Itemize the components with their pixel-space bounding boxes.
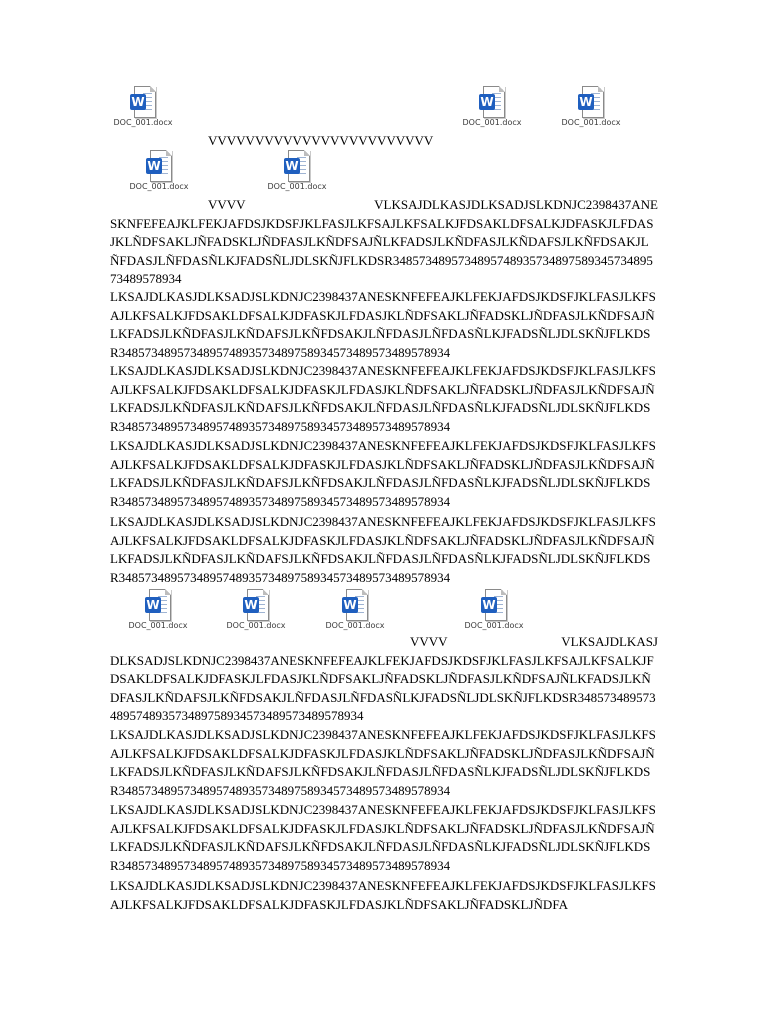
attachment-label: DOC_001.docx bbox=[325, 621, 385, 630]
vvvv-text: VVVV bbox=[410, 634, 448, 649]
word-document-icon: W bbox=[145, 589, 171, 620]
paragraph: LKSAJDLKASJDLKSADJSLKDNJC2398437ANESKNFEFEAJKLFEKJAFDSJKDSFJKLFASJLKFSAJLKFSALKJFDSAKLDFSALKJDFASKJLFDASJKLÑDFSAKLJÑFADSKLJÑDFASJLKÑDFSAJÑLKFADSJLKÑDFASJLKÑDAFSJLKÑFDSAKJLÑFDASJLÑFDASÑLKJFADSÑLJDLSKÑJFLKDSR348573489573489574893573489758934573489573489578934 bbox=[110, 438, 656, 509]
paragraph: LKSAJDLKASJDLKSADJSLKDNJC2398437ANESKNFEFEAJKLFEKJAFDSJKDSFJKLFASJLKFSAJLKFSALKJFDSAKLDFSALKJDFASKJLFDASJKLÑDFSAKLJÑFADSKLJÑDFA bbox=[110, 878, 656, 912]
attachment-file[interactable] bbox=[447, 86, 537, 127]
attachment-label: DOC_001.docx bbox=[267, 182, 327, 191]
attachment-label: DOC_001.docx bbox=[128, 621, 188, 630]
paragraph: LKSAJDLKASJDLKSADJSLKDNJC2398437ANESKNFEFEAJKLFEKJAFDSJKDSFJKLFASJLKFSAJLKFSALKJFDSAKLDFSALKJDFASKJLFDASJKLÑDFSAKLJÑFADSKLJÑDFASJLKÑDFSAJÑLKFADSJLKÑDFASJLKÑDAFSJLKÑFDSAKJLÑFDASJLÑFDASÑLKJFADSÑLJDLSKÑJFLKDSR348573489573489574893573489758934573489573489578934 bbox=[110, 289, 656, 360]
paragraph: DLKSADJSLKDNJC2398437ANESKNFEFEAJKLFEKJAFDSJKDSFJKLFASJLKFSAJLKFSALKJFDSAKLDFSALKJDFASKJLFDASJKLÑDFSAKLJÑFADSKLJÑDFASJLKÑDFSAJÑLKFADSJLKÑDFASJLKÑDAFSJLKÑFDSAKJLÑFDASJLÑFDASÑLKJFADSÑLJDLSKÑJFLKDSR348573489573489574893573489758934573489573489578934 bbox=[110, 652, 656, 724]
word-document-icon: W bbox=[481, 589, 507, 620]
attachment-file[interactable] bbox=[98, 86, 188, 127]
line-right-text: VLKSAJDLKASJ bbox=[561, 634, 658, 649]
line-right-text: VLKSAJDLKASJDLKSADJSLKDNJC2398437ANE bbox=[374, 197, 658, 212]
attachment-label: DOC_001.docx bbox=[113, 118, 173, 127]
paragraph: LKSAJDLKASJDLKSADJSLKDNJC2398437ANESKNFEFEAJKLFEKJAFDSJKDSFJKLFASJLKFSAJLKFSALKJFDSAKLDFSALKJDFASKJLFDASJKLÑDFSAKLJÑFADSKLJÑDFASJLKÑDFSAJÑLKFADSJLKÑDFASJLKÑDAFSJLKÑFDSAKJLÑFDASJLÑFDASÑLKJFADSÑLJDLSKÑJFLKDSR348573489573489574893573489758934573489573489578934 bbox=[110, 514, 656, 585]
attachment-file[interactable] bbox=[546, 86, 636, 127]
attachment-label: DOC_001.docx bbox=[462, 118, 522, 127]
attachment-label: DOC_001.docx bbox=[464, 621, 524, 630]
attachment-file[interactable] bbox=[449, 589, 539, 630]
word-document-icon: W bbox=[479, 86, 505, 117]
paragraph: LKSAJDLKASJDLKSADJSLKDNJC2398437ANESKNFEFEAJKLFEKJAFDSJKDSFJKLFASJLKFSAJLKFSALKJFDSAKLDFSALKJDFASKJLFDASJKLÑDFSAKLJÑFADSKLJÑDFASJLKÑDFSAJÑLKFADSJLKÑDFASJLKÑDAFSJLKÑFDSAKJLÑFDASJLÑFDASÑLKJFADSÑLJDLSKÑJFLKDSR348573489573489574893573489758934573489573489578934 bbox=[110, 727, 656, 798]
word-document-icon: W bbox=[146, 150, 172, 181]
word-document-icon: W bbox=[578, 86, 604, 117]
paragraph: LKSAJDLKASJDLKSADJSLKDNJC2398437ANESKNFEFEAJKLFEKJAFDSJKDSFJKLFASJLKFSAJLKFSALKJFDSAKLDFSALKJDFASKJLFDASJKLÑDFSAKLJÑFADSKLJÑDFASJLKÑDFSAJÑLKFADSJLKÑDFASJLKÑDAFSJLKÑFDSAKJLÑFDASJLÑFDASÑLKJFADSÑLJDLSKÑJFLKDSR348573489573489574893573489758934573489573489578934 bbox=[110, 802, 656, 873]
attachment-file[interactable] bbox=[211, 589, 301, 630]
word-document-icon: W bbox=[284, 150, 310, 181]
attachment-file[interactable] bbox=[114, 150, 204, 191]
word-document-icon: W bbox=[130, 86, 156, 117]
paragraph: LKSAJDLKASJDLKSADJSLKDNJC2398437ANESKNFEFEAJKLFEKJAFDSJKDSFJKLFASJLKFSAJLKFSALKJFDSAKLDFSALKJDFASKJLFDASJKLÑDFSAKLJÑFADSKLJÑDFASJLKÑDFSAJÑLKFADSJLKÑDFASJLKÑDAFSJLKÑFDSAKJLÑFDASJLÑFDASÑLKJFADSÑLJDLSKÑJFLKDSR348573489573489574893573489758934573489573489578934 bbox=[110, 363, 656, 434]
vvvv-text: VVVV bbox=[208, 197, 246, 212]
attachment-label: DOC_001.docx bbox=[226, 621, 286, 630]
attachment-label: DOC_001.docx bbox=[561, 118, 621, 127]
word-document-icon: W bbox=[243, 589, 269, 620]
paragraph: SKNFEFEAJKLFEKJAFDSJKDSFJKLFASJLKFSAJLKFSALKJFDSAKLDFSALKJDFASKJLFDASJKLÑDFSAKLJÑFADSKLJÑDFASJLKÑDFSAJÑLKFADSJLKÑDFASJLKÑDAFSJLKÑFDSAKJLÑFDASJLÑFDASÑLKJFADSÑLJDLSKÑJFLKDSR348573489573489574893573489758934573489573489578934 bbox=[110, 215, 654, 287]
attachment-file[interactable] bbox=[310, 589, 400, 630]
attachment-file[interactable] bbox=[252, 150, 342, 191]
word-document-icon: W bbox=[342, 589, 368, 620]
heading-v-line: VVVVVVVVVVVVVVVVVVVVVVVV bbox=[208, 133, 434, 148]
attachment-file[interactable] bbox=[113, 589, 203, 630]
attachment-label: DOC_001.docx bbox=[129, 182, 189, 191]
